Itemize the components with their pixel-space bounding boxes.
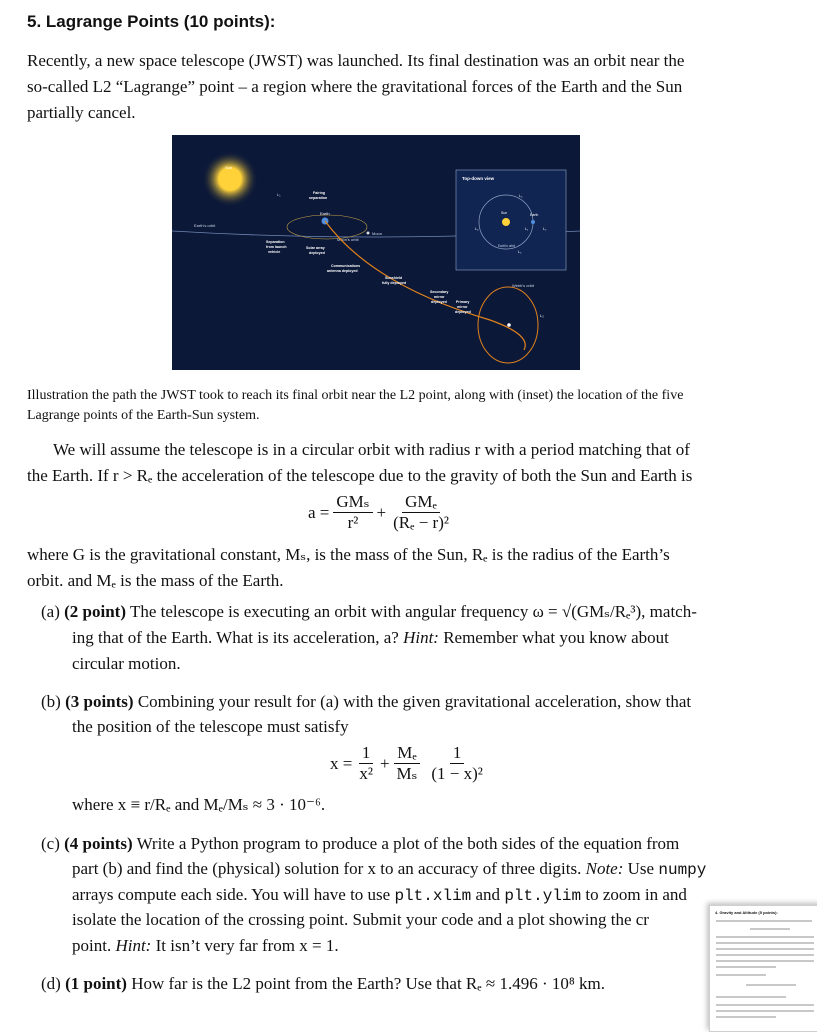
part-a-hint-text: Remember what you know about xyxy=(443,628,669,647)
inset-sun-icon xyxy=(502,218,510,226)
thumbnail-text-line xyxy=(716,966,776,968)
secondary-mirror-label-1: Secondary xyxy=(430,290,449,294)
eq1-term2-denominator: (Rₑ − r)² xyxy=(393,513,449,532)
eq1-term2-numerator: GMₑ xyxy=(402,492,440,513)
sun-icon xyxy=(219,168,241,190)
part-c-code-ylim: plt.ylim xyxy=(504,887,582,905)
comm-antenna-label-2: antenna deployed xyxy=(327,269,358,273)
eq2-mass-denominator: Mₛ xyxy=(396,764,418,783)
top-down-inset xyxy=(456,170,566,270)
figure-caption xyxy=(27,386,762,426)
part-c-line-3-and: and xyxy=(475,885,501,904)
l2-point-icon xyxy=(507,323,511,327)
acceleration-equation xyxy=(308,492,456,533)
eq1-term1-denominator: r² xyxy=(347,513,359,532)
part-a-line-1: The telescope is executing an orbit with angular frequency ω = √(GMₛ/Rₑ³), match- xyxy=(129,602,697,621)
solar-array-label-2: deployed xyxy=(309,251,325,255)
eq2-term2-numerator: 1 xyxy=(450,743,465,764)
part-c-hint-label: Hint: xyxy=(115,936,152,955)
inset-l4-label: L₄ xyxy=(519,194,523,198)
position-equation xyxy=(330,743,490,784)
thumbnail-text-line xyxy=(716,1010,814,1012)
part-d-points: (1 point) xyxy=(65,974,127,993)
thumbnail-text-line xyxy=(716,948,814,950)
part-d xyxy=(41,974,605,994)
part-c-line-4: isolate the location of the crossing point. Submit your code and a plot showing the cr xyxy=(72,910,649,929)
part-c-line-3a: arrays compute each side. You will have to use xyxy=(72,885,391,904)
caption-line-2: Lagrange points of the Earth-Sun system. xyxy=(27,408,260,423)
part-c-note-label: Note: xyxy=(585,859,624,878)
thumbnail-text-line xyxy=(716,954,814,956)
moon-icon xyxy=(367,232,370,235)
problem-heading: 5. Lagrange Points (10 points): xyxy=(27,12,276,31)
thumbnail-text-line xyxy=(716,974,766,976)
thumbnail-text-line xyxy=(716,1004,814,1006)
solar-array-label-1: Solar array xyxy=(306,246,325,250)
secondary-mirror-label-3: deployed xyxy=(431,300,447,304)
thumbnail-text-line xyxy=(716,936,814,938)
thumbnail-title: 4. Gravity and Altitude (5 points): xyxy=(715,910,778,915)
separation-label-1: Separation xyxy=(266,240,285,244)
inset-l1-label: L₁ xyxy=(525,227,529,231)
part-a-points: (2 point) xyxy=(64,602,126,621)
thumbnail-text-line xyxy=(716,1016,776,1018)
l2-label: L₂ xyxy=(540,313,544,318)
part-a-line-2: ing that of the Earth. What is its acceleration, a? xyxy=(72,628,399,647)
fairing-label-1: Fairing xyxy=(313,191,325,195)
where-line-1: where G is the gravitational constant, Mₛ, is the mass of the Sun, Rₑ is the radius of the Earth’s xyxy=(27,545,670,564)
inset-earths-orbit-label: Earth's orbit xyxy=(498,244,515,248)
moons-orbit-label: Moon's orbit xyxy=(337,237,359,242)
part-c-points: (4 points) xyxy=(64,834,133,853)
sunshield-label-1: Sunshield xyxy=(385,276,403,280)
inset-earth-label: Earth xyxy=(530,213,539,217)
eq2-term1 xyxy=(356,743,376,784)
assumption-line-2: the Earth. If r > Rₑ the acceleration of the telescope due to the gravity of both the Sun and Earth is xyxy=(27,466,693,485)
thumbnail-text-line xyxy=(750,928,790,930)
part-c-label: (c) xyxy=(41,834,60,853)
inset-l5-label: L₅ xyxy=(518,250,522,254)
part-b-points: (3 points) xyxy=(65,692,134,711)
part-d-label: (d) xyxy=(41,974,61,993)
next-page-thumbnail[interactable] xyxy=(709,905,817,1032)
eq2-term2 xyxy=(428,743,486,784)
sun-label: Sun xyxy=(225,165,233,170)
part-c-line-1: Write a Python program to produce a plot of the both sides of the equation from xyxy=(136,834,680,853)
thumbnail-text-line xyxy=(716,960,814,962)
webbs-orbit-label: Webb's orbit xyxy=(512,283,535,288)
where-line-2: orbit. and Mₑ is the mass of the Earth. xyxy=(27,571,284,590)
primary-mirror-label-2: mirror xyxy=(457,305,468,309)
eq2-term2-denominator: (1 − x)² xyxy=(431,764,483,783)
primary-mirror-label-1: Primary xyxy=(456,300,470,304)
eq1-term1-numerator: GMₛ xyxy=(333,492,372,513)
moon-label: Moon xyxy=(372,231,383,236)
part-b-line-1: Combining your result for (a) with the given gravitational acceleration, show that xyxy=(137,692,692,711)
sunshield-label-2: fully deployed xyxy=(382,281,407,285)
part-a-hint-label: Hint: xyxy=(403,628,439,647)
caption-line-1: Illustration the path the JWST took to reach its final orbit near the L2 point, along with (inset) the location of the five xyxy=(27,388,684,403)
part-c-code-numpy: numpy xyxy=(658,861,707,879)
part-c-line-3b: to zoom in and xyxy=(585,885,687,904)
eq2-term1-denominator: x² xyxy=(359,764,373,783)
eq2-lhs: x = xyxy=(330,753,353,773)
inset-title: Top-down view xyxy=(462,176,495,181)
inset-l2-label: L₂ xyxy=(543,227,547,231)
secondary-mirror-label-2: mirror xyxy=(434,295,445,299)
intro-paragraph xyxy=(27,48,762,126)
eq1-lhs: a = xyxy=(308,502,330,522)
eq2-plus: + xyxy=(379,753,390,773)
inset-l3-label: L₃ xyxy=(475,227,479,231)
inset-sun-label: Sun xyxy=(501,211,508,215)
intro-line-2: so-called L2 “Lagrange” point – a region where the gravitational forces of the Earth and the Sun xyxy=(27,77,683,96)
part-a-line-3: circular motion. xyxy=(72,654,181,673)
thumbnail-text-line xyxy=(716,996,786,998)
eq1-sun-term xyxy=(333,492,372,533)
thumbnail-text-line xyxy=(746,984,796,986)
eq1-earth-term xyxy=(390,492,452,533)
l1-label: L₁ xyxy=(277,192,281,197)
separation-label-2: from launch xyxy=(266,245,287,249)
part-b-label: (b) xyxy=(41,692,61,711)
intro-line-3: partially cancel. xyxy=(27,103,136,122)
eq2-mass-numerator: Mₑ xyxy=(394,743,419,764)
intro-line-1: Recently, a new space telescope (JWST) was launched. Its final destination was an orbit near the xyxy=(27,51,685,70)
part-a-label: (a) xyxy=(41,602,60,621)
part-c-line-2a: part (b) and find the (physical) solution for x to an accuracy of three digits. xyxy=(72,859,582,878)
part-b-where-line: where x ≡ r/Rₑ and Mₑ/Mₛ ≈ 3 · 10⁻⁶. xyxy=(72,795,326,814)
eq2-term1-numerator: 1 xyxy=(359,743,374,764)
primary-mirror-label-3: deployed xyxy=(455,310,471,314)
thumbnail-text-line xyxy=(716,942,814,944)
eq1-plus: + xyxy=(376,502,387,522)
part-b-line-2: the position of the telescope must satisfy xyxy=(72,717,349,736)
assumption-line-1: We will assume the telescope is in a circular orbit with radius r with a period matching that of xyxy=(53,440,690,459)
eq2-mass-ratio xyxy=(394,743,421,784)
earth-label: Earth xyxy=(320,211,330,216)
comm-antenna-label-1: Communications xyxy=(331,264,361,268)
part-c-code-xlim: plt.xlim xyxy=(394,887,472,905)
jwst-path-illustration xyxy=(172,135,580,370)
part-c-line-5b: It isn’t very far from x = 1. xyxy=(155,936,339,955)
separation-label-3: vehicle xyxy=(268,250,281,254)
earths-orbit-label: Earth's orbit xyxy=(194,223,216,228)
part-c-line-2b: Use xyxy=(627,859,655,878)
fairing-label-2: separation xyxy=(309,196,328,200)
part-d-text: How far is the L2 point from the Earth? Use that Rₑ ≈ 1.496 · 10⁸ km. xyxy=(131,974,606,993)
part-c-line-5a: point. xyxy=(72,936,112,955)
thumbnail-text-line xyxy=(716,920,812,922)
inset-earth-icon xyxy=(531,220,535,224)
